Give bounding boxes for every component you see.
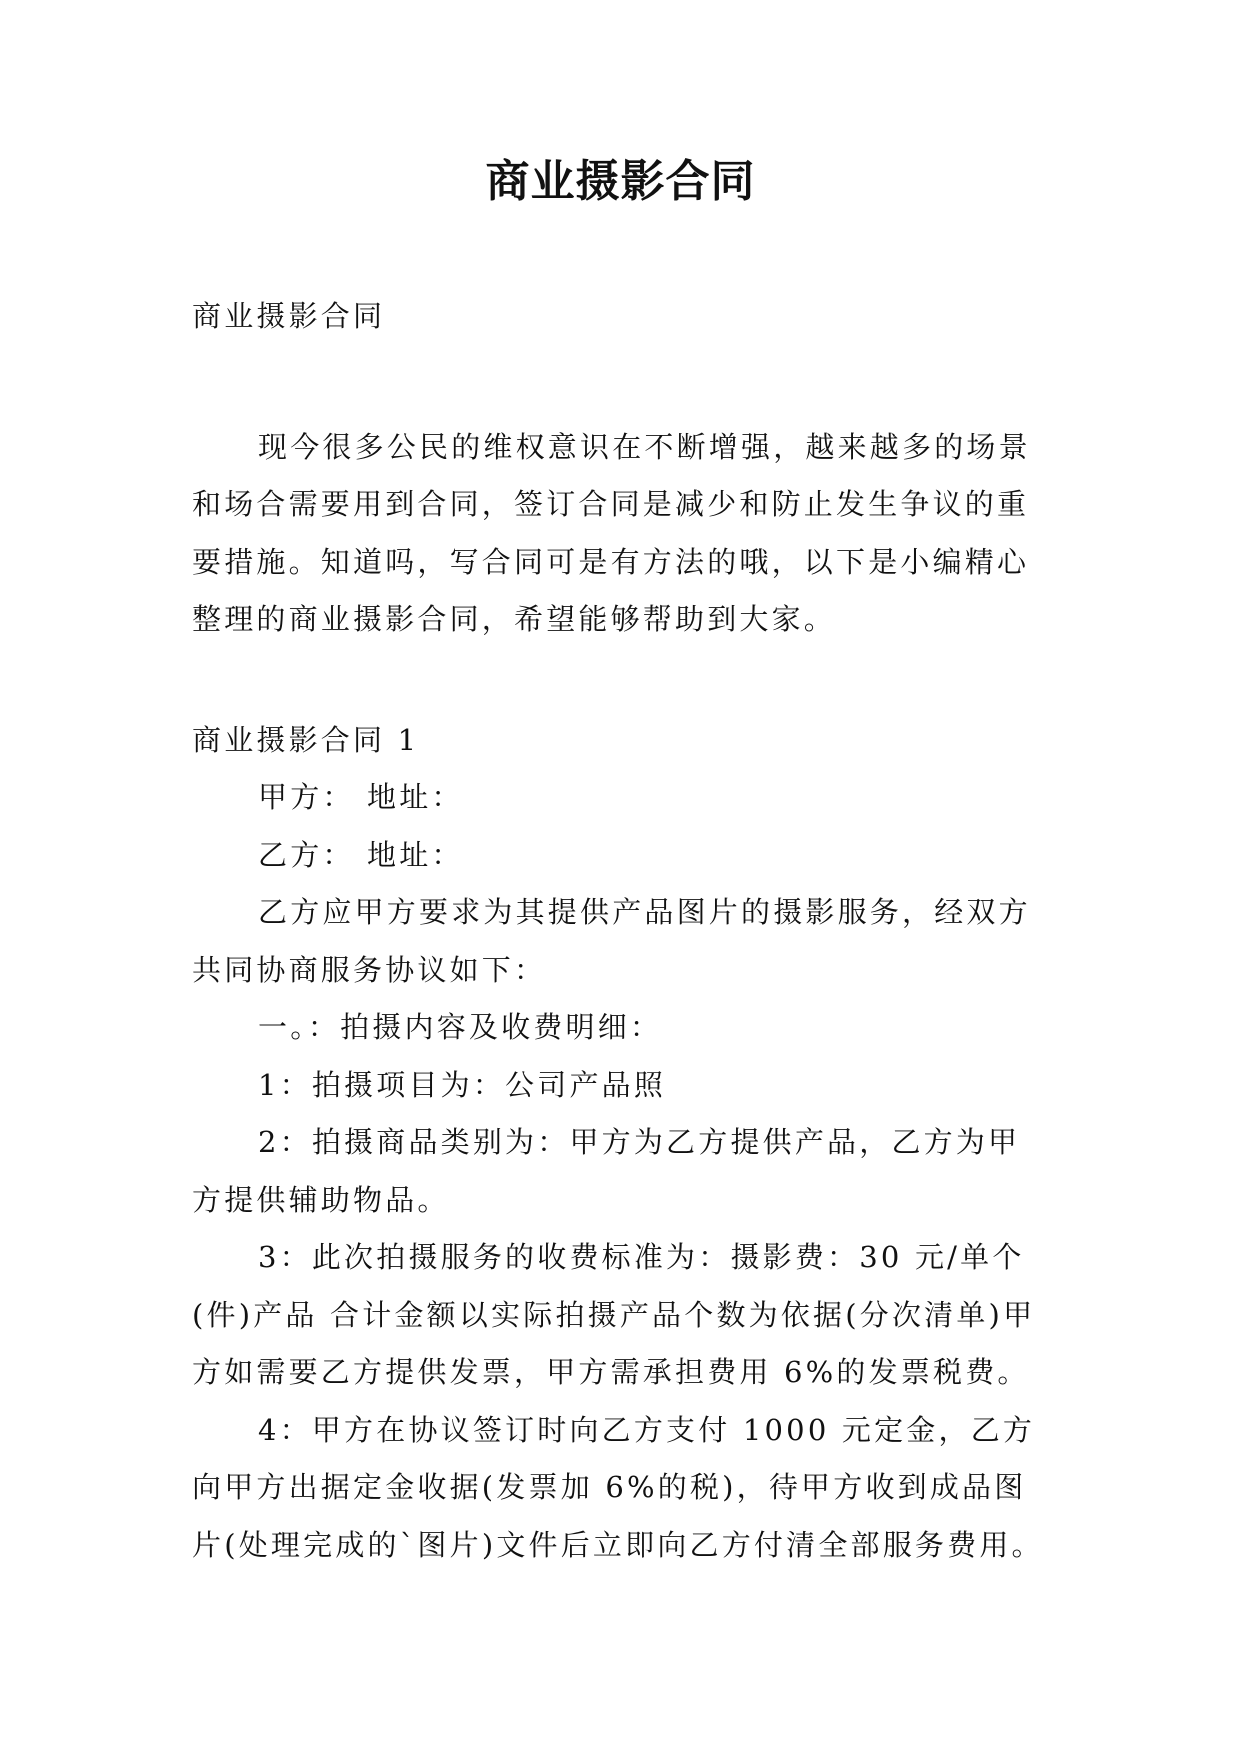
document-body [192, 288, 1052, 1574]
intro-paragraph: 现今很多公民的维权意识在不断增强，越来越多的场景和场合需要用到合同，签订合同是减少和防止发生争议的重要措施。知道吗，写合同可是有方法的哦，以下是小编精心整理的商业摄影合同，希望能够帮助到大家。 [192, 429, 1031, 636]
clause-item-3: 3：此次拍摄服务的收费标准为：摄影费：30 元/单个(件)产品 合计金额以实际拍摄产品个数为依据(分次清单)甲方如需要乙方提供发票，甲方需承担费用 6%的发票税费。 [192, 1240, 1036, 1389]
party-b-line: 乙方： 地址： [258, 837, 464, 872]
clause-item-1: 1：拍摄项目为：公司产品照 [258, 1067, 667, 1102]
spacer [192, 649, 1052, 712]
section-heading: 商业摄影合同 1 [192, 722, 420, 757]
document-title: 商业摄影合同 [485, 156, 756, 207]
document-subtitle: 商业摄影合同 [192, 299, 386, 333]
party-a-line: 甲方： 地址： [258, 780, 464, 814]
clause-item-4: 4：甲方在协议签订时向乙方支付 1000 元定金，乙方向甲方出据定金收据(发票加 6%的税)，待甲方收到成品图片(处理完成的`图片)文件后立即向乙方付清全部服务费用。 [192, 1412, 1044, 1562]
clause-item-2: 2：拍摄商品类别为：甲方为乙方提供产品，乙方为甲方提供辅助物品。 [192, 1125, 1021, 1217]
spacer [192, 346, 1052, 419]
agreement-intro-paragraph: 乙方应甲方要求为其提供产品图片的摄影服务，经双方共同协商服务协议如下： [192, 895, 1031, 987]
clause-heading: 一。：拍摄内容及收费明细： [258, 1010, 663, 1044]
